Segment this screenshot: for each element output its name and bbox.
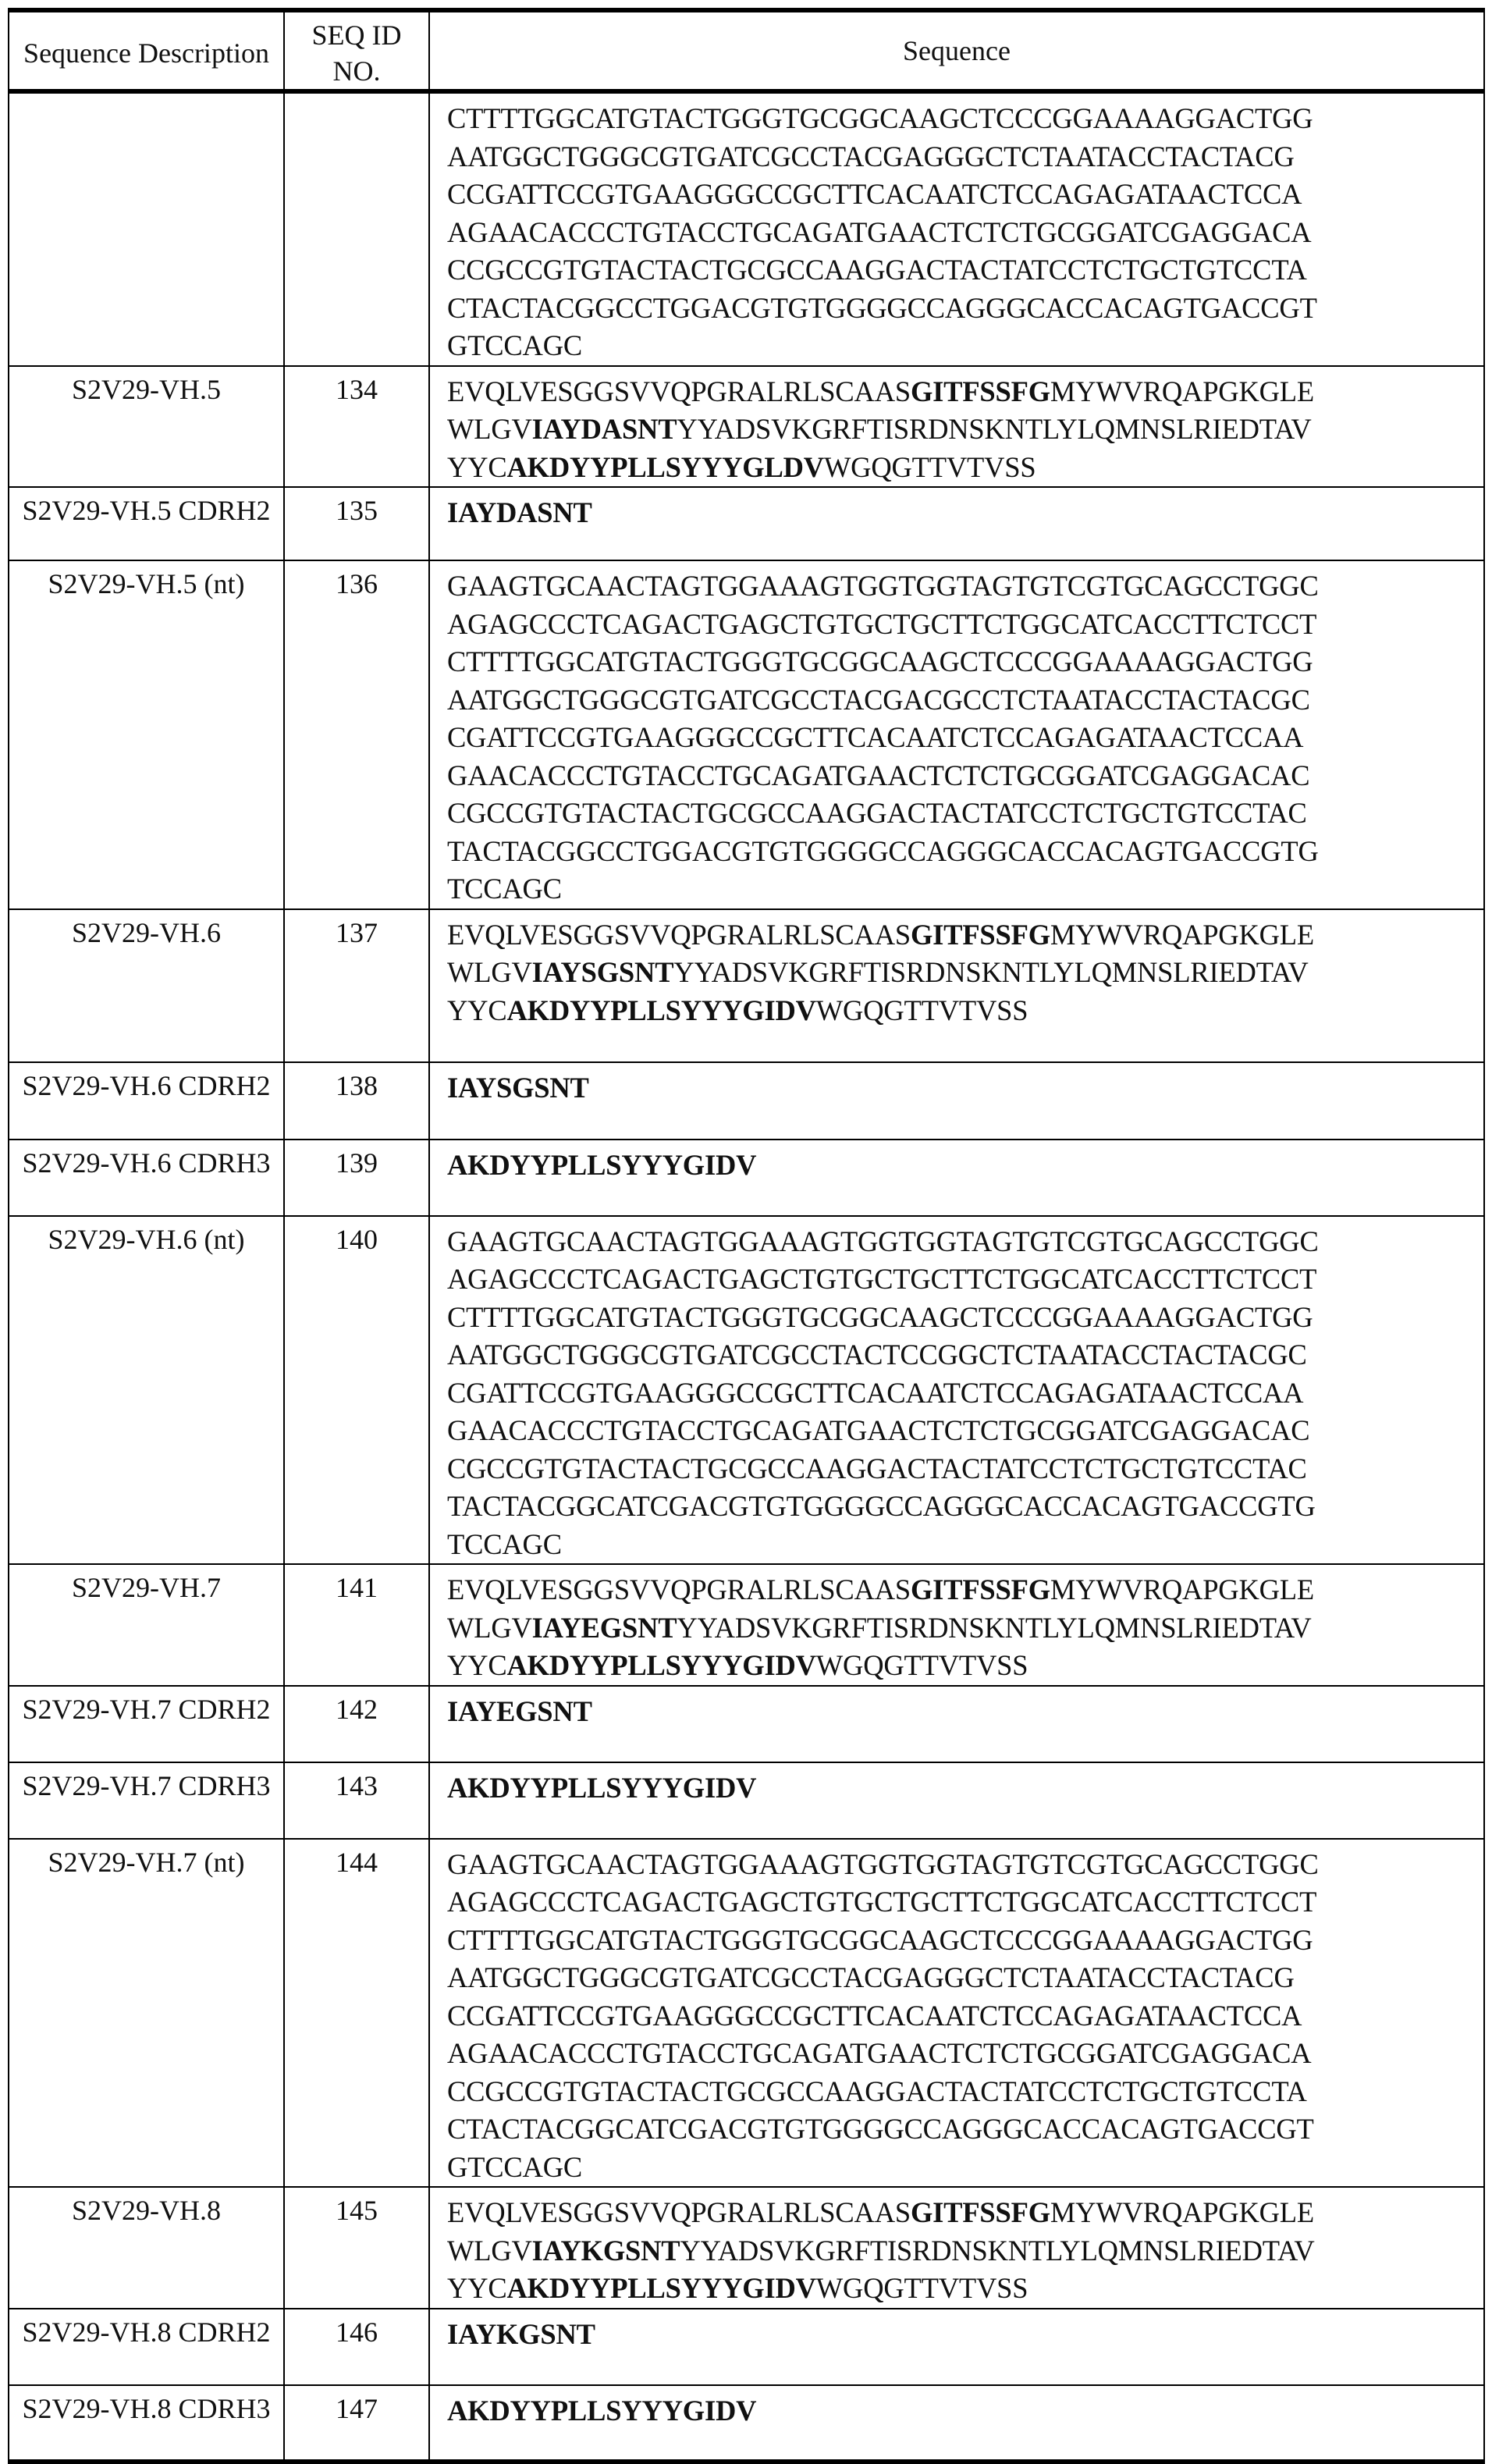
table-row [9,1686,1484,1762]
sequence-segment: WGQGTTVTVSS [816,994,1028,1026]
cdr-region: IAYSGSNT [532,956,674,988]
seq-id-number: 136 [284,560,429,909]
sequence-segment: MYWVRQAPGKGLE [1050,375,1314,407]
sequence-segment: YYC [447,2272,506,2304]
sequence-segment: YYADSVKGRFTISRDNSKNTLYLQMNSLRIEDTAV [673,956,1308,988]
sequence-segment: AGAGCCCTCAGACTGAGCTGTGCTGCTTCTGGCATCACCTTCTCCT [447,608,1316,640]
header-seq-id: SEQ ID NO. [284,10,429,91]
sequence-segment: CTACTACGGCCTGGACGTGTGGGGCCAGGGCACCACAGTGACCGT [447,292,1317,324]
cdr-region: AKDYYPLLSYYYGIDV [447,1772,756,1804]
sequence-description: S2V29-VH.6 CDRH2 [9,1062,284,1140]
sequence-line [447,1609,1483,1648]
seq-id-number: 146 [284,2309,429,2385]
sequence-line [447,643,1483,681]
sequence-description: S2V29-VH.5 [9,366,284,488]
header-description: Sequence Description [9,10,284,91]
table-row [9,1762,1484,1839]
sequence-line [447,681,1483,720]
sequence-line [447,494,1483,532]
header-sequence: Sequence [429,10,1484,91]
table-row [9,560,1484,909]
sequence-segment: YYADSVKGRFTISRDNSKNTLYLQMNSLRIEDTAV [677,1612,1311,1644]
sequence-segment: TACTACGGCATCGACGTGTGGGGCCAGGGCACCACAGTGACCGTG [447,1490,1316,1522]
seq-id-number: 143 [284,1762,429,1839]
sequence-line [447,757,1483,795]
sequence-segment: WGQGTTVTVSS [816,2272,1028,2304]
sequence-line [447,100,1483,138]
sequence-line [447,2149,1483,2187]
cdr-region: IAYDASNT [447,496,592,528]
table-row [9,1216,1484,1565]
seq-id-number: 138 [284,1062,429,1140]
sequence-line [447,1450,1483,1488]
cdr-region: GITFSSFG [911,919,1050,951]
sequence-segment: YYC [447,1649,506,1681]
sequence-line [447,1883,1483,1922]
sequence-line [447,251,1483,290]
sequence-line [447,449,1483,487]
sequence-line [447,176,1483,214]
table-row [9,1062,1484,1140]
sequence-segment: WLGV [447,2235,532,2267]
sequence-segment: CGATTCCGTGAAGGGCCGCTTCACAATCTCCAGAGATAACTCCAA [447,1377,1303,1409]
table-row [9,909,1484,1062]
table-body [9,91,1484,2462]
sequence-line [447,2035,1483,2073]
sequence-cell [429,1839,1484,2188]
cdr-region: GITFSSFG [911,1573,1050,1605]
sequence-description: S2V29-VH.8 CDRH2 [9,2309,284,2385]
table-row [9,91,1484,366]
sequence-segment: YYC [447,451,506,483]
sequence-line [447,214,1483,252]
sequence-line [447,1299,1483,1337]
sequence-segment: CCGCCGTGTACTACTGCGCCAAGGACTACTATCCTCTGCTGTCCTA [447,2075,1307,2107]
sequence-description: S2V29-VH.6 [9,909,284,1062]
sequence-cell [429,2187,1484,2309]
cdr-region: AKDYYPLLSYYYGIDV [447,2395,756,2427]
table-row [9,1564,1484,1686]
sequence-segment: WLGV [447,1612,532,1644]
table-row [9,487,1484,560]
sequence-segment: CCGCCGTGTACTACTGCGCCAAGGACTACTATCCTCTGCTGTCCTA [447,254,1307,286]
cdr-region: AKDYYPLLSYYYGIDV [506,2272,815,2304]
seq-id-number: 144 [284,1839,429,2188]
cdr-region: IAYSGSNT [447,1072,589,1104]
sequence-segment: CTTTTGGCATGTACTGGGTGCGGCAAGCTCCCGGAAAAGGACTGG [447,102,1313,134]
sequence-segment: CGATTCCGTGAAGGGCCGCTTCACAATCTCCAGAGATAACTCCAA [447,721,1303,753]
sequence-segment: YYADSVKGRFTISRDNSKNTLYLQMNSLRIEDTAV [680,2235,1314,2267]
sequence-line [447,795,1483,833]
sequence-line [447,1488,1483,1526]
sequence-segment: AATGGCTGGGCGTGATCGCCTACGAGGGCTCTAATACCTACTACG [447,1961,1295,1993]
table-row [9,2187,1484,2309]
seq-id-number [284,91,429,366]
sequence-line [447,2110,1483,2149]
sequence-line [447,290,1483,328]
sequence-segment: GAAGTGCAACTAGTGGAAAGTGGTGGTAGTGTCGTGCAGCCTGGC [447,570,1319,602]
sequence-description: S2V29-VH.6 CDRH3 [9,1140,284,1216]
sequence-cell [429,909,1484,1062]
sequence-segment: EVQLVESGGSVVQPGRALRLSCAAS [447,919,911,951]
sequence-segment: MYWVRQAPGKGLE [1050,2196,1314,2228]
sequence-line [447,1922,1483,1960]
sequence-segment: WLGV [447,413,532,445]
cdr-region: IAYEGSNT [532,1612,677,1644]
cdr-region: IAYDASNT [532,413,677,445]
sequence-segment: WGQGTTVTVSS [824,451,1036,483]
sequence-line [447,1526,1483,1564]
seq-id-number: 139 [284,1140,429,1216]
cdr-region: IAYKGSNT [532,2235,680,2267]
sequence-line [447,2316,1483,2354]
cdr-region: IAYKGSNT [447,2318,595,2350]
sequence-description: S2V29-VH.7 CDRH3 [9,1762,284,1839]
sequence-line [447,1147,1483,1185]
cdr-region: GITFSSFG [911,375,1050,407]
sequence-line [447,833,1483,871]
sequence-segment: YYC [447,994,506,1026]
table-row [9,366,1484,488]
sequence-segment: GAACACCCTGTACCTGCAGATGAACTCTCTGCGGATCGAGGACAC [447,1414,1309,1446]
sequence-segment: AATGGCTGGGCGTGATCGCCTACTCCGGCTCTAATACCTACTACGC [447,1339,1307,1371]
sequence-segment: EVQLVESGGSVVQPGRALRLSCAAS [447,2196,911,2228]
cdr-region: GITFSSFG [911,2196,1050,2228]
sequence-line [447,916,1483,955]
sequence-line [447,954,1483,992]
sequence-line [447,1647,1483,1685]
sequence-line [447,1260,1483,1299]
seq-id-number: 135 [284,487,429,560]
table-row [9,1839,1484,2188]
sequence-description: S2V29-VH.7 (nt) [9,1839,284,2188]
sequence-line [447,870,1483,908]
sequence-cell [429,1564,1484,1686]
sequence-line [447,567,1483,606]
sequence-segment: EVQLVESGGSVVQPGRALRLSCAAS [447,375,911,407]
sequence-cell [429,2385,1484,2462]
sequence-cell [429,366,1484,488]
sequence-line [447,1693,1483,1731]
sequence-line [447,2073,1483,2111]
sequence-segment: CCGATTCCGTGAAGGGCCGCTTCACAATCTCCAGAGATAACTCCA [447,178,1302,210]
sequence-segment: MYWVRQAPGKGLE [1050,1573,1314,1605]
seq-id-number: 134 [284,366,429,488]
sequence-segment: GTCCAGC [447,329,582,361]
sequence-segment: AATGGCTGGGCGTGATCGCCTACGACGCCTCTAATACCTACTACGC [447,684,1310,716]
sequence-line [447,1846,1483,1884]
seq-id-number: 142 [284,1686,429,1762]
sequence-cell [429,1762,1484,1839]
sequence-cell [429,1216,1484,1565]
sequence-segment: TCCAGC [447,873,562,905]
sequence-segment: MYWVRQAPGKGLE [1050,919,1314,951]
cdr-region: AKDYYPLLSYYYGLDV [506,451,823,483]
cdr-region: AKDYYPLLSYYYGIDV [506,1649,815,1681]
table-row [9,2309,1484,2385]
sequence-line [447,992,1483,1030]
sequence-cell [429,1062,1484,1140]
sequence-segment: TACTACGGCCTGGACGTGTGGGGCCAGGGCACCACAGTGACCGTG [447,835,1319,867]
sequence-segment: GAAGTGCAACTAGTGGAAAGTGGTGGTAGTGTCGTGCAGCCTGGC [447,1225,1319,1257]
sequence-segment: WLGV [447,956,532,988]
sequence-segment: TCCAGC [447,1528,562,1560]
sequence-segment: CTACTACGGCATCGACGTGTGGGGCCAGGGCACCACAGTGACCGT [447,2113,1314,2145]
sequence-cell [429,487,1484,560]
sequence-segment: CGCCGTGTACTACTGCGCCAAGGACTACTATCCTCTGCTGTCCTAC [447,1452,1307,1484]
seq-id-number: 141 [284,1564,429,1686]
sequence-cell [429,91,1484,366]
sequence-line [447,2232,1483,2270]
sequence-segment: GAAGTGCAACTAGTGGAAAGTGGTGGTAGTGTCGTGCAGCCTGGC [447,1848,1319,1880]
sequence-segment: CCGATTCCGTGAAGGGCCGCTTCACAATCTCCAGAGATAACTCCA [447,2000,1302,2032]
sequence-description: S2V29-VH.5 CDRH2 [9,487,284,560]
sequence-description [9,91,284,366]
sequence-segment: WGQGTTVTVSS [816,1649,1028,1681]
sequence-description: S2V29-VH.5 (nt) [9,560,284,909]
sequence-cell [429,1140,1484,1216]
sequence-segment: EVQLVESGGSVVQPGRALRLSCAAS [447,1573,911,1605]
sequence-description: S2V29-VH.7 CDRH2 [9,1686,284,1762]
sequence-line [447,719,1483,757]
sequence-segment: CTTTTGGCATGTACTGGGTGCGGCAAGCTCCCGGAAAAGGACTGG [447,645,1313,677]
sequence-line [447,1959,1483,1997]
sequence-line [447,1069,1483,1108]
sequence-line [447,1336,1483,1374]
sequence-line [447,1412,1483,1450]
sequence-cell [429,560,1484,909]
seq-id-number: 145 [284,2187,429,2309]
sequence-line [447,138,1483,176]
sequence-segment: AATGGCTGGGCGTGATCGCCTACGAGGGCTCTAATACCTACTACG [447,140,1295,172]
cdr-region: IAYEGSNT [447,1695,592,1727]
sequence-segment: AGAGCCCTCAGACTGAGCTGTGCTGCTTCTGGCATCACCTTCTCCT [447,1886,1316,1918]
sequence-cell [429,1686,1484,1762]
seq-id-number: 140 [284,1216,429,1565]
sequence-segment: YYADSVKGRFTISRDNSKNTLYLQMNSLRIEDTAV [677,413,1311,445]
sequence-line [447,373,1483,411]
table-header [9,10,1484,91]
sequence-segment: AGAGCCCTCAGACTGAGCTGTGCTGCTTCTGGCATCACCTTCTCCT [447,1263,1316,1295]
sequence-line [447,1997,1483,2036]
sequence-segment: GAACACCCTGTACCTGCAGATGAACTCTCTGCGGATCGAGGACAC [447,759,1309,791]
sequence-segment: CTTTTGGCATGTACTGGGTGCGGCAAGCTCCCGGAAAAGGACTGG [447,1924,1313,1956]
sequence-cell [429,2309,1484,2385]
sequence-line [447,2270,1483,2308]
sequence-segment: CGCCGTGTACTACTGCGCCAAGGACTACTATCCTCTGCTGTCCTAC [447,797,1307,829]
sequence-line [447,1571,1483,1609]
sequence-description: S2V29-VH.8 CDRH3 [9,2385,284,2462]
sequence-segment: AGAACACCCTGTACCTGCAGATGAACTCTCTGCGGATCGAGGACA [447,216,1311,248]
table-row [9,1140,1484,1216]
sequence-description: S2V29-VH.7 [9,1564,284,1686]
sequence-line [447,327,1483,365]
sequence-line [447,1374,1483,1413]
sequence-table [8,8,1485,2464]
cdr-region: AKDYYPLLSYYYGIDV [506,994,815,1026]
seq-id-number: 137 [284,909,429,1062]
sequence-line [447,2194,1483,2232]
sequence-description: S2V29-VH.6 (nt) [9,1216,284,1565]
table-row [9,2385,1484,2462]
sequence-line [447,411,1483,449]
sequence-line [447,2392,1483,2430]
seq-id-number: 147 [284,2385,429,2462]
cdr-region: AKDYYPLLSYYYGIDV [447,1149,756,1181]
sequence-description: S2V29-VH.8 [9,2187,284,2309]
sequence-line [447,606,1483,644]
sequence-segment: CTTTTGGCATGTACTGGGTGCGGCAAGCTCCCGGAAAAGGACTGG [447,1301,1313,1333]
sequence-line [447,1223,1483,1261]
sequence-segment: GTCCAGC [447,2151,582,2183]
sequence-segment: AGAACACCCTGTACCTGCAGATGAACTCTCTGCGGATCGAGGACA [447,2037,1311,2069]
sequence-line [447,1769,1483,1808]
